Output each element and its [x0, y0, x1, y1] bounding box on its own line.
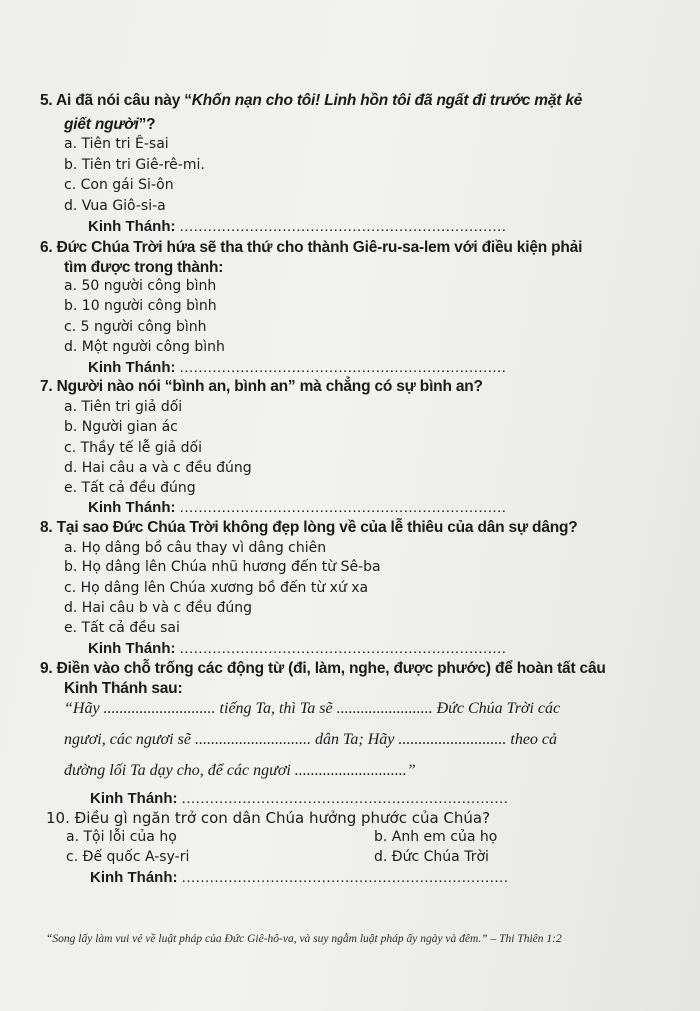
question-7-line-1: 7. Người nào nói “bình an, bình an” mà chẳng có sự bình an? — [40, 378, 483, 395]
q10-scripture-line — [90, 869, 508, 886]
q9-fill-line-3: đường lối Ta dạy cho, để các ngươi ............................” — [64, 762, 416, 779]
question-5-prefix: 5. Ai đã nói câu này “ — [40, 92, 192, 109]
q5-option-d: d. Vua Giô-si-a — [64, 198, 166, 214]
q9-scripture-label: Kinh Thánh: — [90, 790, 178, 807]
q7-scripture-label: Kinh Thánh: — [88, 499, 176, 516]
q9-scripture-blank: ...................................................................... — [181, 790, 509, 807]
question-6-line-2: tìm được trong thành: — [64, 259, 224, 276]
question-8-line-1: 8. Tại sao Đức Chúa Trời không đẹp lòng về của lễ thiêu của dân sự dâng? — [40, 519, 578, 536]
q8-scripture-label: Kinh Thánh: — [88, 640, 176, 657]
q8-scripture-line — [88, 640, 506, 657]
q7-option-a: a. Tiên tri giả dối — [64, 399, 183, 415]
q7-scripture-blank: ...................................................................... — [179, 499, 507, 516]
q9-scripture-line — [90, 790, 508, 807]
q6-scripture-blank: ...................................................................... — [179, 359, 507, 376]
q10-scripture-blank: ...................................................................... — [181, 869, 509, 886]
question-9-line-2: Kinh Thánh sau: — [64, 680, 183, 697]
q6-option-b: b. 10 người công bình — [64, 298, 217, 314]
question-9-line-1: 9. Điền vào chỗ trống các động từ (đi, làm, nghe, được phước) để hoàn tất câu — [40, 660, 606, 677]
question-5-line-1 — [40, 92, 582, 110]
q8-option-b: b. Họ dâng lên Chúa nhũ hương đến từ Sê-ba — [64, 559, 381, 575]
q6-scripture-label: Kinh Thánh: — [88, 359, 176, 376]
q9-fill-line-1: “Hãy ............................ tiếng Ta, thì Ta sẽ ........................ Đức Chúa Trời các — [64, 700, 561, 717]
q6-option-a: a. 50 người công bình — [64, 278, 217, 294]
q9-fill-line-2: ngươi, các ngươi sẽ ............................. dân Ta; Hãy ........................... theo cả — [64, 731, 558, 748]
q8-option-a: a. Họ dâng bồ câu thay vì dâng chiên — [64, 540, 327, 556]
q5-scripture-line — [88, 218, 506, 235]
q5-option-c: c. Con gái Si-ôn — [64, 177, 174, 193]
q10-scripture-label: Kinh Thánh: — [90, 869, 178, 886]
q5-option-a: a. Tiên tri Ê-sai — [64, 136, 169, 152]
q8-option-d: d. Hai câu b và c đều đúng — [64, 600, 252, 616]
q8-option-e: e. Tất cả đều sai — [64, 620, 180, 636]
q10-option-d: d. Đức Chúa Trời — [374, 849, 489, 865]
q5-option-b: b. Tiên tri Giê-rê-mi. — [64, 157, 205, 173]
question-5-quote-end: giết người — [64, 116, 139, 133]
q5-scripture-label: Kinh Thánh: — [88, 218, 176, 235]
footer-verse: “Song lấy làm vui vẻ về luật pháp của Đức Giê-hô-va, và suy ngẫm luật pháp ấy ngày và đêm.” – Thi Thiên 1:2 — [46, 933, 562, 945]
question-5-quote: Khốn nạn cho tôi! Linh hồn tôi đã ngất đi trước mặt kẻ — [191, 92, 583, 109]
q6-option-d: d. Một người công bình — [64, 339, 225, 355]
q7-option-b: b. Người gian ác — [64, 419, 178, 435]
question-6-line-1: 6. Đức Chúa Trời hứa sẽ tha thứ cho thành Giê-ru-sa-lem với điều kiện phải — [40, 239, 583, 256]
q6-scripture-line — [88, 359, 506, 376]
q7-scripture-line — [88, 499, 506, 516]
q7-option-e: e. Tất cả đều đúng — [64, 480, 196, 496]
q7-option-d: d. Hai câu a và c đều đúng — [64, 460, 252, 476]
q10-option-a: a. Tội lỗi của họ — [66, 829, 177, 845]
q8-option-c: c. Họ dâng lên Chúa xương bồ đến từ xứ xa — [64, 580, 369, 596]
question-10-line-1: 10. Điều gì ngăn trở con dân Chúa hưởng phước của Chúa? — [46, 809, 491, 827]
q6-option-c: c. 5 người công bình — [64, 319, 207, 335]
q10-option-c: c. Đế quốc A-sy-ri — [66, 849, 190, 865]
q8-scripture-blank: ...................................................................... — [179, 640, 507, 657]
question-5-line-2 — [64, 116, 155, 134]
q7-option-c: c. Thầy tế lễ giả dối — [64, 440, 202, 456]
q5-scripture-blank: ...................................................................... — [179, 218, 507, 235]
question-5-suffix: ”? — [138, 116, 156, 133]
q10-option-b: b. Anh em của họ — [374, 829, 498, 845]
